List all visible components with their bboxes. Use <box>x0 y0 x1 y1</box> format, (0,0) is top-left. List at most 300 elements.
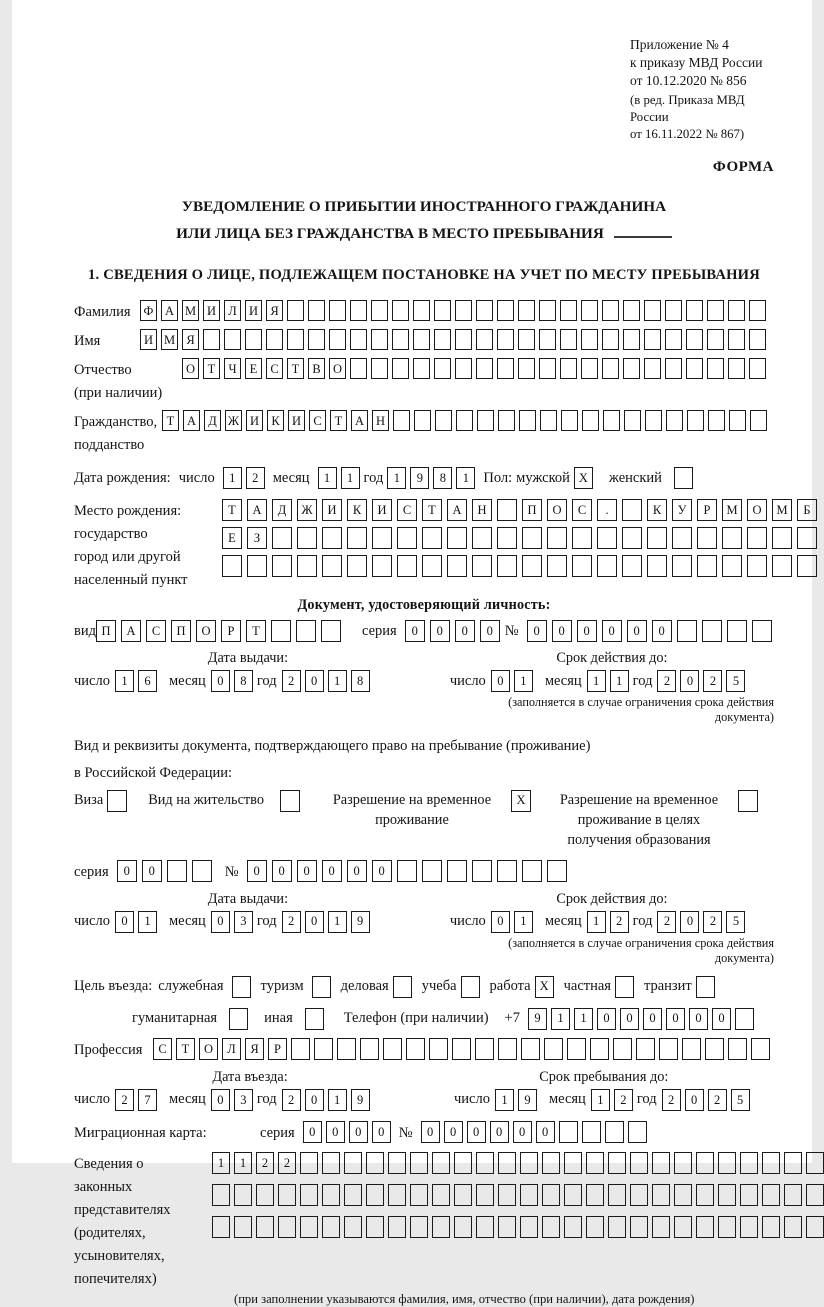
char-cell: 1 <box>514 670 533 692</box>
char-cell <box>728 300 745 321</box>
char-cell <box>413 358 430 379</box>
char-cell: 8 <box>234 670 253 692</box>
char-cell: Ф <box>140 300 157 321</box>
char-cell <box>454 1216 472 1238</box>
phone-prefix: +7 <box>504 1010 520 1027</box>
char-cell <box>383 1038 402 1060</box>
char-cell <box>519 410 536 431</box>
char-cell <box>581 300 598 321</box>
char-cell <box>329 300 346 321</box>
char-cell: 2 <box>708 1089 727 1111</box>
char-cell <box>344 1184 362 1206</box>
char-cell: 2 <box>703 911 722 933</box>
char-cell: Я <box>182 329 199 350</box>
char-cell <box>647 555 667 577</box>
char-cell: 2 <box>657 911 676 933</box>
section1-heading: 1. СВЕДЕНИЯ О ЛИЦЕ, ПОДЛЕЖАЩЕМ ПОСТАНОВКЕ НА УЧЕТ ПО МЕСТУ ПРЕБЫВАНИЯ <box>88 267 760 284</box>
char-cell: И <box>288 410 305 431</box>
char-cell <box>497 300 514 321</box>
identity-expiry-year <box>657 670 749 692</box>
month-label: месяц <box>548 1091 586 1108</box>
char-cell <box>229 1008 248 1030</box>
char-cell: 0 <box>211 911 230 933</box>
char-cell: 1 <box>574 1008 593 1030</box>
purpose-other-checkbox <box>305 1008 328 1030</box>
month-label: месяц <box>168 672 206 689</box>
char-cell <box>498 1152 516 1174</box>
char-cell: А <box>183 410 200 431</box>
identity-number-cells <box>527 620 777 642</box>
name-row <box>74 329 774 352</box>
char-cell <box>322 555 342 577</box>
char-cell <box>762 1216 780 1238</box>
identity-doc-heading: Документ, удостоверяющий личность: <box>297 597 551 614</box>
char-cell <box>602 329 619 350</box>
char-cell: 2 <box>256 1152 274 1174</box>
char-cell: Л <box>222 1038 241 1060</box>
char-cell: И <box>245 300 262 321</box>
char-cell: 0 <box>577 620 597 642</box>
char-cell <box>498 1184 516 1206</box>
char-cell <box>645 410 662 431</box>
identity-issue-month <box>211 670 257 692</box>
stay-month <box>591 1089 637 1111</box>
purpose-tourism-label: туризм <box>260 978 304 995</box>
migration-number-cells <box>421 1121 651 1143</box>
identity-issue-day <box>115 670 161 692</box>
char-cell <box>322 527 342 549</box>
day-label: число <box>449 913 486 930</box>
char-cell: 0 <box>405 620 425 642</box>
char-cell: 9 <box>351 1089 370 1111</box>
year-label: год <box>256 672 277 689</box>
char-cell <box>476 1184 494 1206</box>
purpose-row2 <box>132 1008 774 1030</box>
char-cell <box>366 1216 384 1238</box>
char-cell <box>434 300 451 321</box>
char-cell <box>475 1038 494 1060</box>
purpose-private-label: частная <box>563 978 611 995</box>
edu-residence-label: Разрешение на временное проживание в целях получения образования <box>559 791 719 848</box>
residence-dates <box>74 891 774 966</box>
char-cell: И <box>372 499 392 521</box>
phone-cells <box>528 1008 758 1030</box>
char-cell: О <box>199 1038 218 1060</box>
residence-number-cells <box>247 860 572 882</box>
char-cell <box>806 1216 824 1238</box>
char-cell <box>749 358 766 379</box>
char-cell <box>666 410 683 431</box>
char-cell: 0 <box>467 1121 486 1143</box>
char-cell <box>455 300 472 321</box>
char-cell <box>272 527 292 549</box>
char-cell <box>586 1152 604 1174</box>
expiry-date-heading: Срок действия до: <box>556 650 668 667</box>
char-cell <box>682 1038 701 1060</box>
char-cell <box>560 329 577 350</box>
char-cell <box>708 410 725 431</box>
char-cell <box>434 358 451 379</box>
char-cell <box>167 860 187 882</box>
char-cell <box>287 329 304 350</box>
char-cell: 1 <box>587 911 606 933</box>
char-cell: 2 <box>610 911 629 933</box>
char-cell: 0 <box>712 1008 731 1030</box>
char-cell <box>659 1038 678 1060</box>
female-label: женский <box>608 470 662 487</box>
char-cell <box>728 329 745 350</box>
char-cell: 0 <box>666 1008 685 1030</box>
char-cell: И <box>140 329 157 350</box>
char-cell <box>498 410 515 431</box>
char-cell <box>434 329 451 350</box>
char-cell <box>266 329 283 350</box>
issue-date-heading: Дата выдачи: <box>207 650 289 667</box>
char-cell <box>696 1184 714 1206</box>
char-cell: 0 <box>527 620 547 642</box>
month-label: месяц <box>544 672 582 689</box>
char-cell: 0 <box>597 1008 616 1030</box>
representatives-label5: усыновителях, <box>74 1247 165 1264</box>
char-cell <box>772 527 792 549</box>
char-cell <box>422 860 442 882</box>
birthplace-label4: населенный пункт <box>74 572 188 589</box>
title-line1: УВЕДОМЛЕНИЕ О ПРИБЫТИИ ИНОСТРАННОГО ГРАЖДАНИНА <box>181 198 667 216</box>
char-cell <box>784 1152 802 1174</box>
char-cell: И <box>246 410 263 431</box>
char-cell <box>718 1216 736 1238</box>
char-cell <box>410 1184 428 1206</box>
char-cell <box>582 1121 601 1143</box>
char-cell <box>615 976 634 998</box>
char-cell: 0 <box>680 911 699 933</box>
char-cell <box>360 1038 379 1060</box>
char-cell: О <box>329 358 346 379</box>
visa-label: Виза <box>74 791 104 808</box>
char-cell: 1 <box>514 911 533 933</box>
char-cell <box>740 1152 758 1174</box>
char-cell: 3 <box>234 1089 253 1111</box>
char-cell: 0 <box>115 911 134 933</box>
birthplace-label3: город или другой <box>74 549 181 566</box>
char-cell: 0 <box>372 1121 391 1143</box>
char-cell: Е <box>222 527 242 549</box>
char-cell <box>347 527 367 549</box>
representatives-label3: представителях <box>74 1201 171 1218</box>
char-cell: . <box>597 499 617 521</box>
char-cell <box>702 620 722 642</box>
stay-day <box>495 1089 541 1111</box>
char-cell <box>455 329 472 350</box>
patronymic-label: Отчество <box>74 362 132 379</box>
entry-date-heading: Дата въезда: <box>212 1068 288 1085</box>
char-cell: А <box>247 499 267 521</box>
char-cell <box>456 410 473 431</box>
char-cell: 0 <box>491 670 510 692</box>
char-cell: 1 <box>610 670 629 692</box>
char-cell: М <box>772 499 792 521</box>
representatives-label6: попечителях) <box>74 1270 157 1287</box>
title-line2: ИЛИ ЛИЦА БЕЗ ГРАЖДАНСТВА В МЕСТО ПРЕБЫВАНИЯ <box>74 221 774 248</box>
char-cell <box>630 1216 648 1238</box>
char-cell: 0 <box>305 911 324 933</box>
page-title <box>74 194 774 247</box>
char-cell <box>271 620 291 642</box>
char-cell <box>613 1038 632 1060</box>
char-cell: И <box>322 499 342 521</box>
residence-line2: в Российской Федерации: <box>74 764 233 781</box>
char-cell <box>520 1216 538 1238</box>
char-cell: Т <box>422 499 442 521</box>
char-cell <box>762 1184 780 1206</box>
char-cell <box>314 1038 333 1060</box>
char-cell <box>397 555 417 577</box>
char-cell <box>392 358 409 379</box>
char-cell <box>212 1184 230 1206</box>
char-cell <box>686 300 703 321</box>
char-cell: 0 <box>491 911 510 933</box>
char-cell <box>300 1152 318 1174</box>
char-cell: 6 <box>138 670 157 692</box>
char-cell: Н <box>472 499 492 521</box>
char-cell <box>652 1216 670 1238</box>
form-word: ФОРМА <box>712 159 774 176</box>
char-cell: 1 <box>328 1089 347 1111</box>
purpose-business-checkbox <box>393 976 416 998</box>
char-cell: X <box>574 467 593 489</box>
purpose-work-label: работа <box>489 978 531 995</box>
char-cell: 0 <box>643 1008 662 1030</box>
birthplace-block <box>74 499 811 591</box>
char-cell: 2 <box>282 670 301 692</box>
char-cell <box>476 1216 494 1238</box>
series-label: серия <box>361 623 397 640</box>
char-cell: 0 <box>372 860 392 882</box>
char-cell <box>561 410 578 431</box>
title-underline <box>614 224 672 238</box>
char-cell <box>300 1184 318 1206</box>
char-cell <box>644 300 661 321</box>
profession-row <box>74 1038 774 1061</box>
char-cell <box>623 358 640 379</box>
char-cell <box>322 1152 340 1174</box>
char-cell: 1 <box>223 467 242 489</box>
representatives-label2: законных <box>74 1178 133 1195</box>
char-cell: 2 <box>703 670 722 692</box>
identity-expiry-day <box>491 670 537 692</box>
char-cell <box>751 1038 770 1060</box>
char-cell <box>727 620 747 642</box>
char-cell <box>740 1216 758 1238</box>
char-cell <box>603 410 620 431</box>
char-cell <box>247 555 267 577</box>
char-cell <box>672 555 692 577</box>
char-cell <box>224 329 241 350</box>
kind-label: вид <box>74 623 96 640</box>
series-label: серия <box>74 863 109 880</box>
purpose-other-label: иная <box>264 1010 293 1027</box>
patronymic-label2: (при наличии) <box>74 385 163 402</box>
char-cell <box>630 1184 648 1206</box>
char-cell <box>392 300 409 321</box>
char-cell <box>622 527 642 549</box>
char-cell: 2 <box>662 1089 681 1111</box>
char-cell: 0 <box>680 670 699 692</box>
char-cell: 0 <box>652 620 672 642</box>
identity-dates <box>74 650 774 725</box>
char-cell <box>280 790 300 812</box>
char-cell: 1 <box>234 1152 252 1174</box>
char-cell: О <box>182 358 199 379</box>
char-cell: Ч <box>224 358 241 379</box>
char-cell: 0 <box>211 1089 230 1111</box>
year-label: год <box>363 470 384 487</box>
char-cell <box>784 1184 802 1206</box>
char-cell <box>806 1152 824 1174</box>
char-cell <box>432 1152 450 1174</box>
migration-card-label: Миграционная карта: <box>74 1124 207 1141</box>
temp-residence-checkbox <box>511 790 536 812</box>
char-cell <box>747 527 767 549</box>
char-cell <box>410 1152 428 1174</box>
char-cell <box>414 410 431 431</box>
char-cell <box>560 300 577 321</box>
char-cell <box>686 358 703 379</box>
char-cell <box>586 1216 604 1238</box>
char-cell <box>522 527 542 549</box>
char-cell: 0 <box>347 860 367 882</box>
char-cell: 2 <box>246 467 265 489</box>
char-cell <box>476 358 493 379</box>
char-cell <box>752 620 772 642</box>
char-cell: 0 <box>305 670 324 692</box>
char-cell: П <box>96 620 116 642</box>
char-cell <box>372 555 392 577</box>
char-cell <box>447 555 467 577</box>
char-cell <box>728 1038 747 1060</box>
char-cell <box>539 358 556 379</box>
residence-expiry-day <box>491 911 537 933</box>
char-cell <box>665 358 682 379</box>
char-cell: Д <box>272 499 292 521</box>
char-cell <box>371 300 388 321</box>
char-cell: 0 <box>430 620 450 642</box>
char-cell <box>497 329 514 350</box>
number-label: № <box>398 1124 413 1141</box>
representatives-row2-cells <box>212 1184 824 1206</box>
surname-row <box>74 300 774 323</box>
char-cell <box>392 329 409 350</box>
char-cell <box>608 1216 626 1238</box>
char-cell <box>497 860 517 882</box>
char-cell: Л <box>224 300 241 321</box>
number-label: № <box>224 863 239 880</box>
residence-issue-month <box>211 911 257 933</box>
month-label: месяц <box>272 470 310 487</box>
annex-subline: от 16.11.2022 № 867) <box>630 127 745 142</box>
char-cell: 8 <box>433 467 452 489</box>
char-cell <box>539 329 556 350</box>
patronymic-row <box>74 358 774 404</box>
char-cell <box>559 1121 578 1143</box>
residence-expiry-month <box>587 911 633 933</box>
char-cell <box>686 329 703 350</box>
char-cell <box>547 527 567 549</box>
char-cell: X <box>535 976 554 998</box>
char-cell: 0 <box>297 860 317 882</box>
entry-month <box>211 1089 257 1111</box>
purpose-private-checkbox <box>615 976 638 998</box>
char-cell <box>722 527 742 549</box>
char-cell: М <box>161 329 178 350</box>
char-cell: Р <box>268 1038 287 1060</box>
char-cell: П <box>522 499 542 521</box>
name-label: Имя <box>74 333 101 350</box>
char-cell <box>312 976 331 998</box>
char-cell <box>203 329 220 350</box>
char-cell: 9 <box>528 1008 547 1030</box>
char-cell: Р <box>221 620 241 642</box>
char-cell: Т <box>203 358 220 379</box>
char-cell <box>608 1184 626 1206</box>
representatives-footnote: (при заполнении указываются фамилия, имя, отчество (при наличии), дата рождения) <box>234 1291 695 1306</box>
char-cell: 7 <box>138 1089 157 1111</box>
char-cell <box>232 976 251 998</box>
char-cell <box>707 300 724 321</box>
char-cell <box>350 329 367 350</box>
char-cell: А <box>447 499 467 521</box>
residence-options <box>74 790 774 850</box>
char-cell <box>718 1184 736 1206</box>
purpose-official-label: служебная <box>158 978 224 995</box>
identity-issue-year <box>282 670 374 692</box>
char-cell: Н <box>372 410 389 431</box>
char-cell <box>432 1184 450 1206</box>
char-cell <box>735 1008 754 1030</box>
char-cell <box>308 300 325 321</box>
char-cell <box>560 358 577 379</box>
char-cell <box>747 555 767 577</box>
char-cell <box>477 410 494 431</box>
char-cell <box>371 358 388 379</box>
char-cell <box>628 1121 647 1143</box>
char-cell: 2 <box>115 1089 134 1111</box>
char-cell <box>797 527 817 549</box>
char-cell <box>452 1038 471 1060</box>
char-cell: 1 <box>212 1152 230 1174</box>
char-cell <box>256 1184 274 1206</box>
char-cell <box>472 527 492 549</box>
char-cell <box>784 1216 802 1238</box>
visa-checkbox <box>107 790 132 812</box>
annex-line: Приложение № 4 <box>630 37 729 52</box>
month-label: месяц <box>168 1091 206 1108</box>
char-cell: У <box>672 499 692 521</box>
char-cell <box>623 300 640 321</box>
residence-line1: Вид и реквизиты документа, подтверждающего право на пребывание (проживание) <box>74 738 591 755</box>
char-cell <box>622 499 642 521</box>
char-cell <box>497 499 517 521</box>
char-cell <box>572 555 592 577</box>
char-cell <box>234 1216 252 1238</box>
char-cell: Ж <box>297 499 317 521</box>
char-cell <box>256 1216 274 1238</box>
char-cell <box>397 527 417 549</box>
char-cell: 1 <box>341 467 360 489</box>
char-cell <box>388 1152 406 1174</box>
entry-dates <box>74 1069 774 1111</box>
char-cell: 9 <box>351 911 370 933</box>
